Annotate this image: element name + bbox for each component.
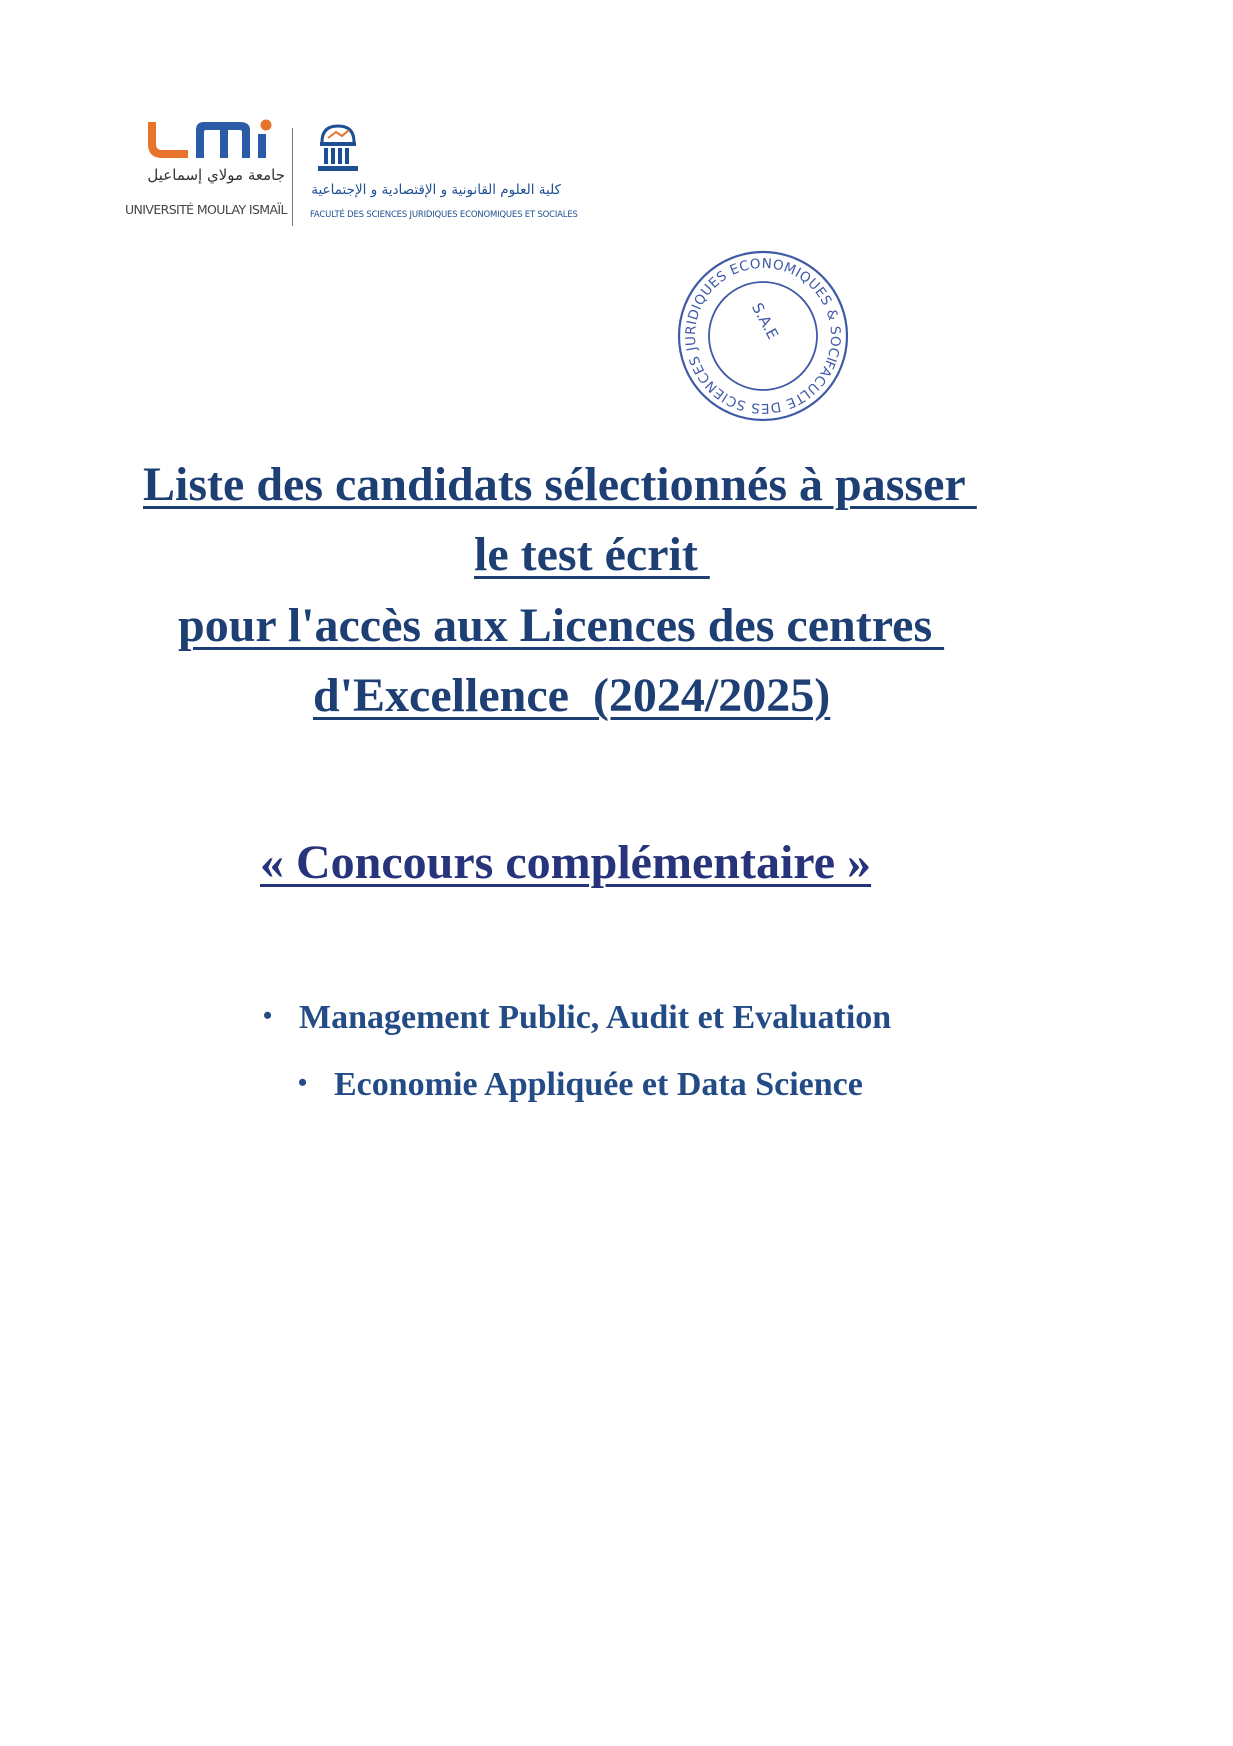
faculty-emblem-icon xyxy=(316,122,360,176)
program-label: Economie Appliquée et Data Science xyxy=(334,1066,863,1103)
university-name-french: UNIVERSITÉ MOULAY ISMAÏL xyxy=(125,202,287,217)
stamp-center-text: S.A.E xyxy=(748,299,782,343)
title-line-4: d'Excellence (2024/2025) xyxy=(313,669,831,722)
umi-logo-icon xyxy=(144,118,284,162)
logo-divider xyxy=(292,128,293,226)
subtitle: « Concours complémentaire » xyxy=(260,836,872,889)
faculty-name-arabic: كلية العلوم القانونية و الإقتصادية و الإجتماعية xyxy=(311,182,561,198)
stamp-ring-text: FACULTE DES SCIENCES JURIDIQUES ECONOMIQUES & SOCIALES xyxy=(682,255,844,417)
program-item xyxy=(263,996,891,1038)
university-name-arabic: جامعة مولاي إسماعيل xyxy=(147,166,285,184)
program-label: Management Public, Audit et Evaluation xyxy=(299,999,892,1036)
bullet-icon: • xyxy=(263,1001,273,1030)
program-item xyxy=(298,1063,863,1105)
title-line-3: pour l'accès aux Licences des centres xyxy=(178,599,945,652)
title-line-1: Liste des candidats sélectionnés à passer xyxy=(143,458,977,511)
bullet-icon: • xyxy=(298,1068,308,1097)
faculty-name-french: FACULTÉ DES SCIENCES JURIDIQUES ECONOMIQUES ET SOCIALES xyxy=(310,210,578,220)
title-line-2: le test écrit xyxy=(474,528,710,581)
